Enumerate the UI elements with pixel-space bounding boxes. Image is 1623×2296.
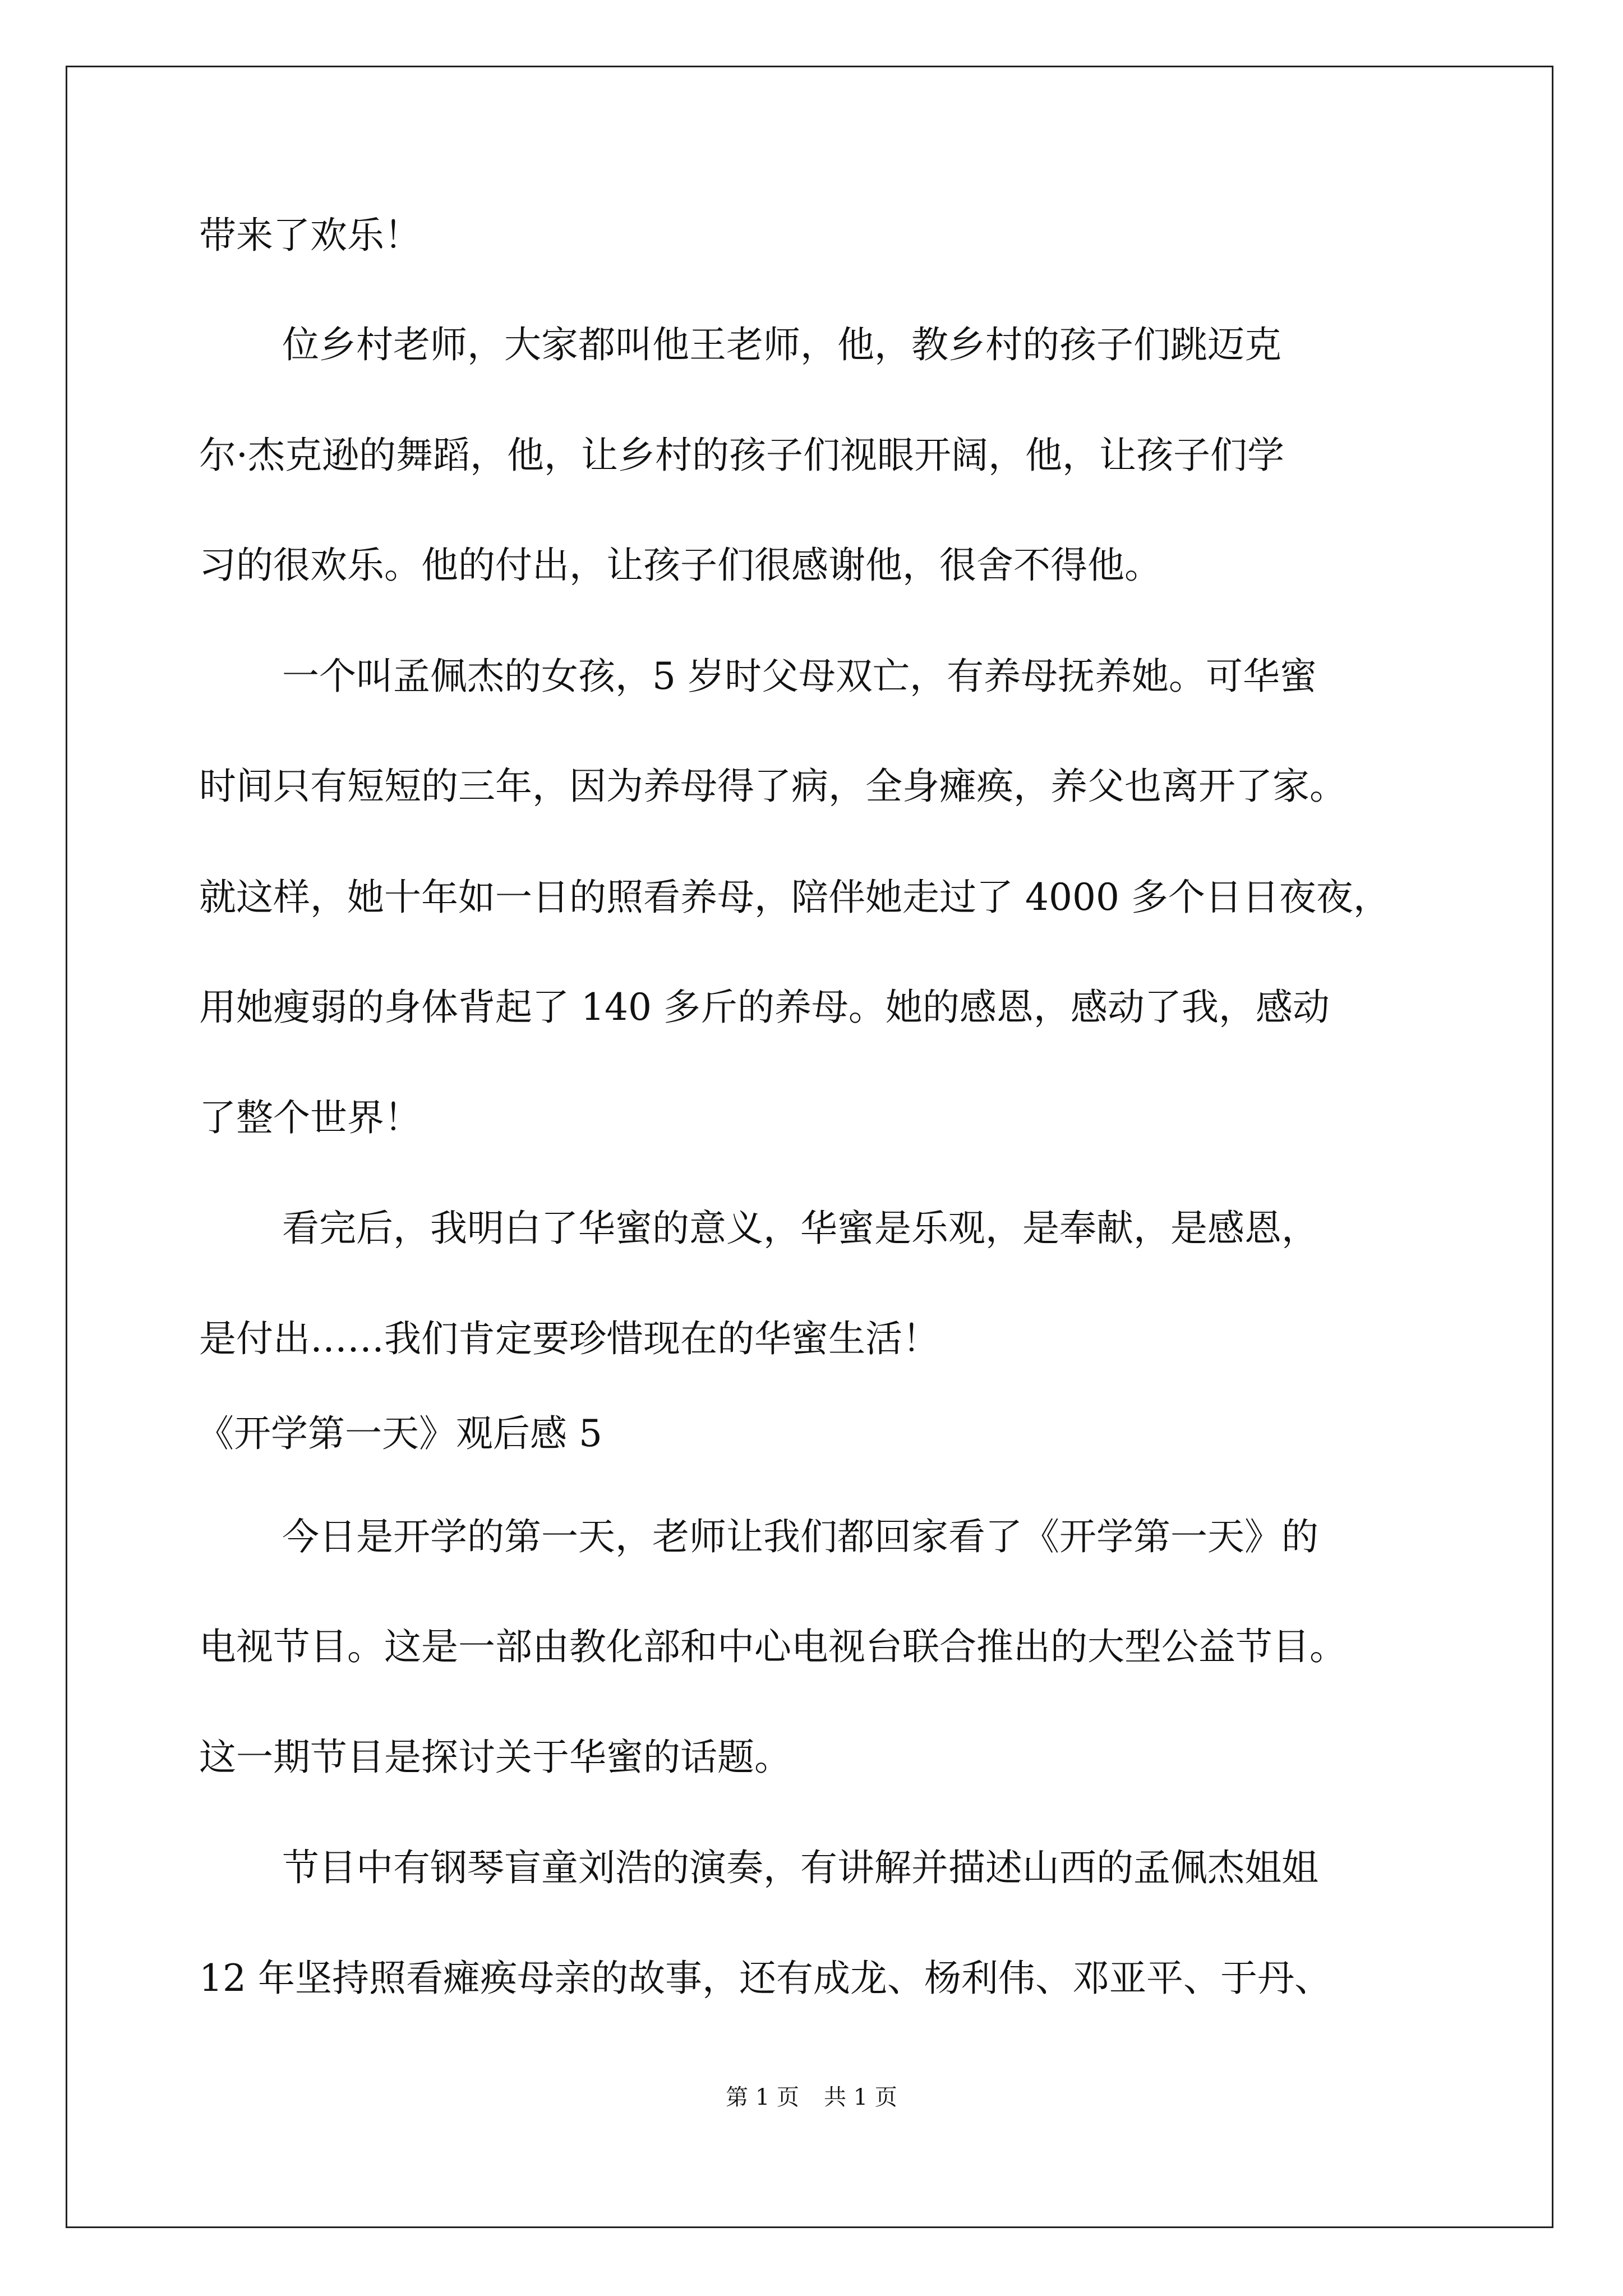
paragraph-line: 时间只有短短的三年，因为养母得了病，全身瘫痪，养父也离开了家。 <box>199 765 1347 808</box>
paragraph-line: 就这样，她十年如一日的照看养母，陪伴她走过了 4000 多个日日夜夜， <box>199 876 1390 919</box>
page-border <box>66 66 1553 2228</box>
paragraph-line: 电视节目。这是一部由教化部和中心电视台联合推出的大型公益节目。 <box>199 1625 1347 1668</box>
paragraph-line: 今日是开学的第一天，老师让我们都回家看了《开学第一天》的 <box>282 1515 1318 1558</box>
paragraph-line: 看完后，我明白了华蜜的意义，华蜜是乐观，是奉献，是感恩， <box>282 1207 1318 1250</box>
page-footer <box>0 2083 1623 2111</box>
paragraph-line: 节目中有钢琴盲童刘浩的演奏，有讲解并描述山西的孟佩杰姐姐 <box>282 1846 1318 1889</box>
paragraph-line: 位乡村老师，大家都叫他王老师，他，教乡村的孩子们跳迈克 <box>282 323 1281 366</box>
paragraph-line: 12 年坚持照看瘫痪母亲的故事，还有成龙、杨利伟、邓亚平、于丹、 <box>199 1957 1331 2000</box>
paragraph-line: 用她瘦弱的身体背起了 140 多斤的养母。她的感恩，感动了我，感动 <box>199 986 1330 1029</box>
paragraph-line: 带来了欢乐！ <box>199 214 421 257</box>
paragraph-line: 了整个世界！ <box>199 1096 421 1139</box>
page-number: 第 1 页 <box>726 2085 799 2110</box>
paragraph-line: 一个叫孟佩杰的女孩，5 岁时父母双亡，有养母抚养她。可华蜜 <box>282 655 1317 698</box>
paragraph-line: 尔·杰克逊的舞蹈，他，让乡村的孩子们视眼开阔，他，让孩子们学 <box>199 434 1284 477</box>
paragraph-line: 习的很欢乐。他的付出，让孩子们很感谢他，很舍不得他。 <box>199 544 1161 587</box>
page-total: 共 1 页 <box>824 2085 897 2110</box>
section-heading: 《开学第一天》观后感 5 <box>197 1412 602 1455</box>
paragraph-line: 是付出……我们肯定要珍惜现在的华蜜生活！ <box>199 1317 939 1360</box>
paragraph-line: 这一期节目是探讨关于华蜜的话题。 <box>199 1736 791 1779</box>
